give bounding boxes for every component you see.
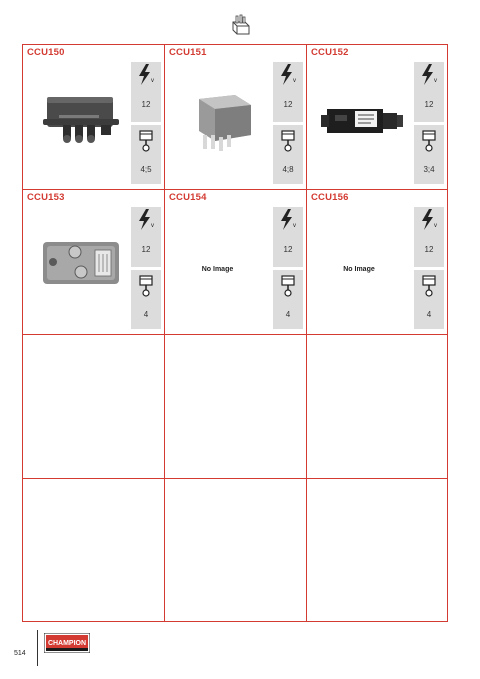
page-number: 514 — [14, 650, 26, 657]
product-cell — [307, 190, 448, 335]
cylinder-value: 4;5 — [140, 165, 152, 174]
product-code: CCU156 — [311, 192, 349, 203]
empty-cell — [23, 479, 165, 622]
product-code: CCU154 — [169, 192, 207, 203]
voltage-icon — [419, 209, 439, 231]
product-photo — [319, 103, 407, 139]
product-cell — [23, 45, 165, 190]
product-code: CCU151 — [169, 47, 207, 58]
voltage-value: 12 — [283, 245, 293, 254]
cylinder-value: 4 — [285, 310, 291, 319]
cylinder-icon — [422, 275, 436, 297]
voltage-value: 12 — [424, 100, 434, 109]
product-photo — [189, 85, 259, 155]
cylinder-icon — [139, 275, 153, 297]
empty-cell — [307, 479, 448, 622]
cylinder-value: 4 — [143, 310, 149, 319]
svg-text:v: v — [293, 223, 296, 229]
product-code: CCU153 — [27, 192, 65, 203]
cylinder-value: 4 — [426, 310, 432, 319]
empty-cell — [165, 335, 307, 479]
empty-cell — [23, 335, 165, 479]
voltage-value: 12 — [424, 245, 434, 254]
cylinder-icon — [139, 130, 153, 152]
cylinder-value: 4;8 — [282, 165, 294, 174]
spec-panel — [131, 207, 161, 329]
brand-name: CHAMPION — [47, 640, 87, 647]
product-cell — [165, 45, 307, 190]
cylinder-icon — [281, 275, 295, 297]
voltage-icon — [419, 64, 439, 86]
voltage-value: 12 — [141, 100, 151, 109]
footer-divider — [37, 630, 38, 666]
voltage-icon — [136, 64, 156, 86]
relay-icon — [226, 12, 254, 40]
svg-text:v: v — [151, 223, 154, 229]
product-grid — [22, 44, 448, 622]
empty-cell — [307, 335, 448, 479]
product-code: CCU152 — [311, 47, 349, 58]
no-image-text: No Image — [201, 266, 234, 273]
spec-panel — [414, 62, 444, 184]
voltage-value: 12 — [283, 100, 293, 109]
spec-panel — [414, 207, 444, 329]
voltage-icon — [136, 209, 156, 231]
svg-text:v: v — [434, 223, 437, 229]
voltage-icon — [278, 209, 298, 231]
champion-logo — [44, 633, 90, 653]
cylinder-value: 3;4 — [423, 165, 435, 174]
cylinder-icon — [281, 130, 295, 152]
no-image-text: No Image — [343, 266, 375, 273]
voltage-icon — [278, 64, 298, 86]
product-cell — [307, 45, 448, 190]
cylinder-icon — [422, 130, 436, 152]
svg-text:v: v — [293, 78, 296, 84]
voltage-value: 12 — [141, 245, 151, 254]
product-photo — [41, 93, 121, 149]
svg-text:v: v — [151, 78, 154, 84]
product-cell — [165, 190, 307, 335]
product-photo — [39, 238, 123, 288]
spec-panel — [273, 62, 303, 184]
svg-text:v: v — [434, 78, 437, 84]
spec-panel — [131, 62, 161, 184]
spec-panel — [273, 207, 303, 329]
empty-cell — [165, 479, 307, 622]
product-cell — [23, 190, 165, 335]
product-code: CCU150 — [27, 47, 65, 58]
